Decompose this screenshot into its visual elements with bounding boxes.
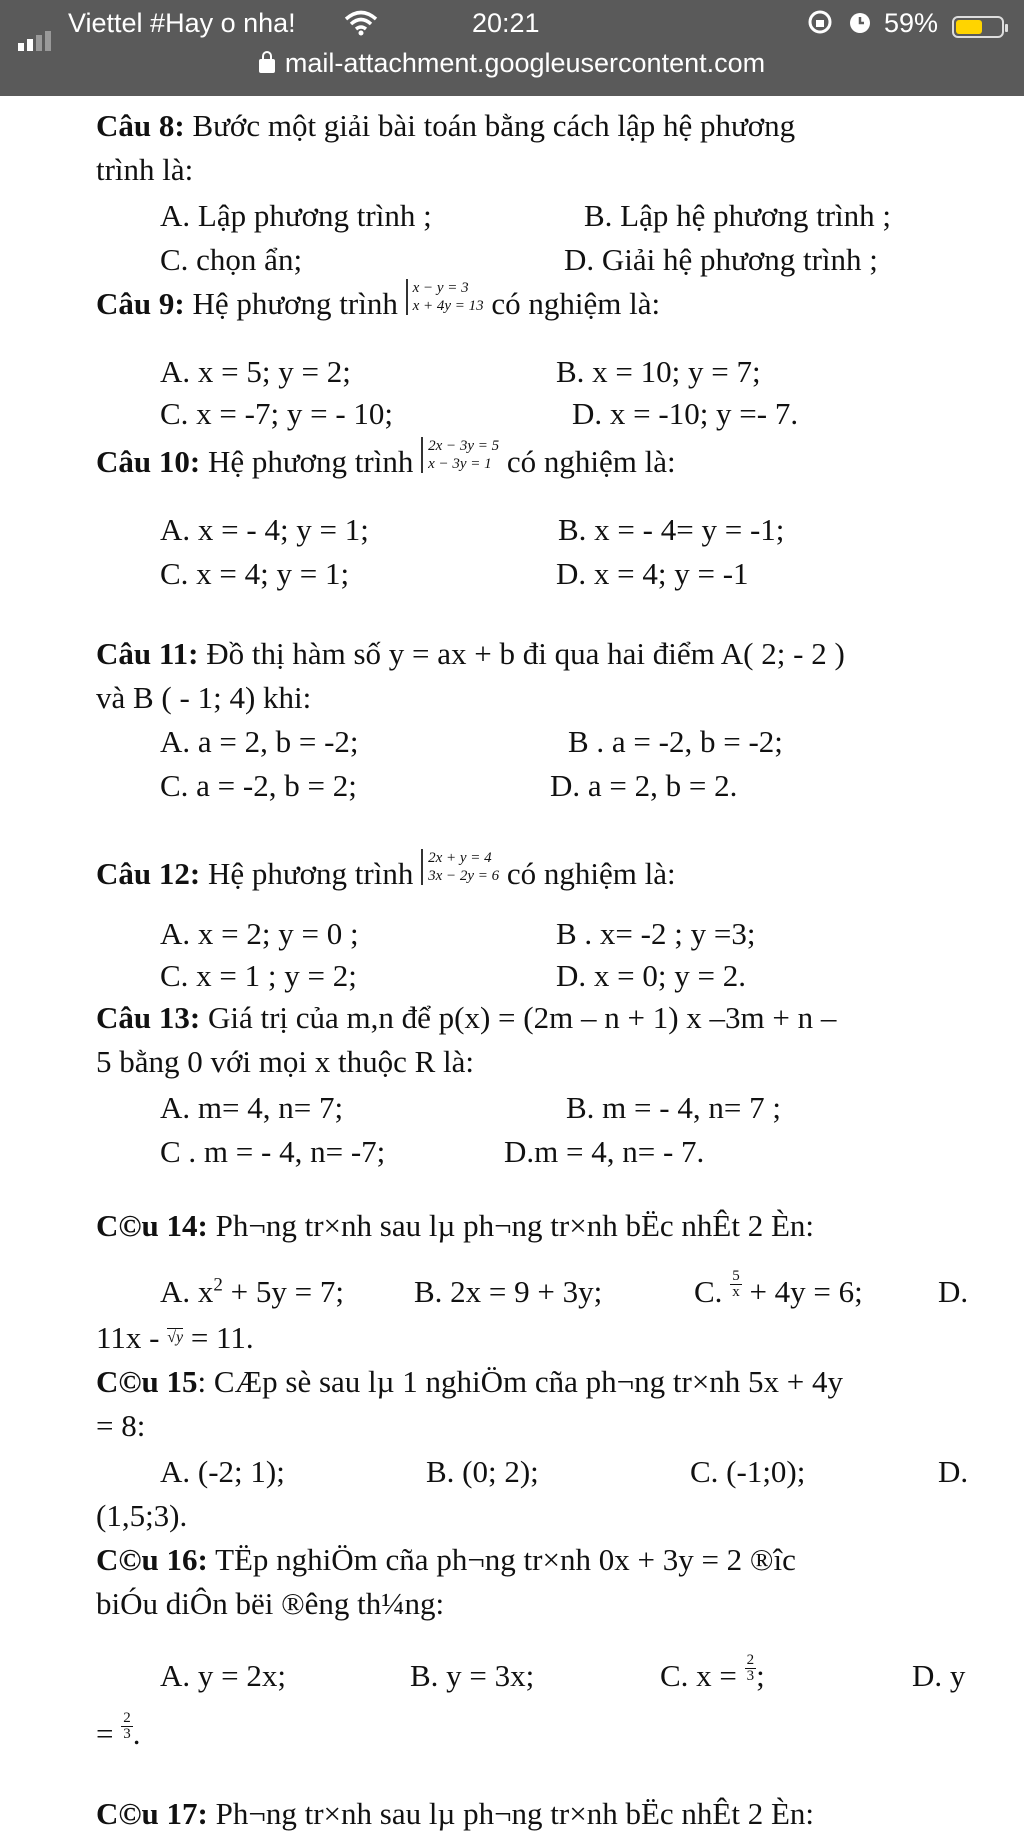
question-9: Câu 9: Hệ phương trình x − y = 3 x + 4y = 13 có nghiệm là: <box>96 279 661 321</box>
question-11: Câu 11: Đồ thị hàm số y = ax + b đi qua hai điểm A( 2; - 2 ) <box>96 636 845 671</box>
option-d: D. Giải hệ phương trình ; <box>564 242 878 277</box>
question-15: C©u 15: CÆp sè sau lµ 1 nghiÖm cña ph¬ng tr×nh 5x + 4y <box>96 1364 844 1399</box>
url-bar[interactable] <box>0 48 1024 79</box>
fraction: $\frac{2}{3}$ <box>746 1652 755 1685</box>
fraction: $\frac{5}{x}$ <box>732 1268 740 1301</box>
rotation-lock-icon <box>806 8 834 43</box>
option-a: A. Lập phương trình ; <box>160 198 432 233</box>
option-a: A. (-2; 1); <box>160 1454 285 1489</box>
option-d-continued: 11x - √y = 11. <box>96 1320 254 1355</box>
option-a: A. a = 2, b = -2; <box>160 724 359 759</box>
option-c: C. chọn ẩn; <box>160 242 303 277</box>
option-d: D. x = -10; y =- 7. <box>572 396 799 431</box>
lock-icon <box>259 59 275 73</box>
option-d: D. <box>938 1454 969 1489</box>
option-b: B. (0; 2); <box>426 1454 539 1489</box>
option-d: D. a = 2, b = 2. <box>550 768 738 803</box>
option-a: A. y = 2x; <box>160 1658 286 1693</box>
option-a: A. m= 4, n= 7; <box>160 1090 344 1125</box>
battery-icon <box>952 16 1004 38</box>
option-c: C. a = -2, b = 2; <box>160 768 357 803</box>
question-17: C©u 17: Ph¬ng tr×nh sau lµ ph¬ng tr×nh bËc nhÊt 2 Èn: <box>96 1796 815 1831</box>
wifi-icon <box>344 10 378 43</box>
signal-icon <box>18 20 54 51</box>
equation-system: 2x + y = 4 3x − 2y = 6 <box>421 849 499 885</box>
url-text: mail-attachment.googleusercontent.com <box>284 48 766 78</box>
option-c: C. x = $\frac{2}{3}$ ; <box>660 1652 765 1693</box>
option-d: D. x = 4; y = -1 <box>556 556 749 591</box>
question-8: Câu 8: Bước một giải bài toán bằng cách lập hệ phương <box>96 108 796 143</box>
option-a: A. $x^2 + 5y = 7$; <box>160 1274 344 1309</box>
option-b: B . a = -2, b = -2; <box>568 724 783 759</box>
option-b: B. x = 10; y = 7; <box>556 354 761 389</box>
option-a: A. x = 5; y = 2; <box>160 354 351 389</box>
question-10: Câu 10: Hệ phương trình 2x − 3y = 5 x − 3y = 1 có nghiệm là: <box>96 437 676 479</box>
question-13: Câu 13: Giá trị của m,n để p(x) = (2m – n + 1) x –3m + n – <box>96 1000 837 1035</box>
option-a: A. x = 2; y = 0 ; <box>160 916 359 951</box>
option-b: B . x= -2 ; y =3; <box>556 916 756 951</box>
option-b: B. Lập hệ phương trình ; <box>584 198 891 233</box>
battery-percentage: 59% <box>884 8 939 38</box>
option-b: B. y = 3x; <box>410 1658 535 1693</box>
clock: 20:21 <box>472 8 540 38</box>
fraction: $\frac{2}{3}$ <box>123 1710 131 1743</box>
carrier-name: Viettel #Hay o nha! <box>68 8 296 38</box>
option-d-continued: (1,5;3). <box>96 1498 188 1533</box>
option-a: A. x = - 4; y = 1; <box>160 512 369 547</box>
option-d: D. <box>938 1274 969 1309</box>
question-16: C©u 16: TËp nghiÖm cña ph¬ng tr×nh 0x + 3y = 2 ®îc <box>96 1542 796 1577</box>
question-12: Câu 12: Hệ phương trình 2x + y = 4 3x − 2y = 6 có nghiệm là: <box>96 849 676 891</box>
option-d-continued: = $\frac{2}{3}$ . <box>96 1710 141 1751</box>
document-page: Câu 8: Bước một giải bài toán bằng cách lập hệ phương trình là: A. Lập phương trình ; B. Lập hệ phương trình ; C. chọn ẩn; D. Giải hệ phương trình ; Câu 9: Hệ phương trình x − y = 3 x + 4y = 13 có nghiệm là: A. x = 5; y = 2; B. x = 10; y = 7; C. x = -7; y = - 10; D. x = -10; y =- 7. Câu 10: Hệ phương trình 2x − 3y = 5 x − 3y = 1 có nghiệm là: A. x = - 4; y = 1; B. x = - 4= y = -1; C. x = 4; y = 1; D. x = 4; y = -1 Câu 11: Đồ thị hàm số y = ax + b đi qua hai điểm A( 2; - 2 ) và B ( - 1; 4) khi: A. a = 2, b = -2; B . a = -2, b = -2; C. a = -2, b = 2; D. a = 2, b = 2. Câu 12: Hệ phương trình 2x + y = 4 3x − 2y = 6 có nghiệm là: A. x = 2; y = 0 ; B . x= -2 ; y =3; C. x = 1 ; y = 2; D. x = 0; y = 2. Câu 13: Giá trị của m,n để p(x) = (2m – n + 1) x –3m + n – 5 bằng 0 với mọi x thuộc R là: A. m= 4, n= 7; B. m = - 4, n= 7 ; C . m = - 4, n= -7; D.m = 4, n= - 7. C©u 14: Ph¬ng tr×nh sau lµ ph¬ng tr×nh bËc nhÊt 2 Èn: A. $x^2 + 5y = 7$; B. 2x = 9 + 3y; C. $\frac{5}{x}$ + 4y = 6; D. 11x - √y = 11. C©u 15: CÆp sè sau lµ 1 nghiÖm cña ph¬ng tr×nh 5x + 4y = 8: A. (-2; 1); B. (0; 2); C. (-1;0); D. (1,5;3). C©u 16: TËp nghiÖm cña ph¬ng tr×nh 0x + 3y = 2 ®îc biÓu diÔn bëi ®êng th¼ng: A. y = 2x; B. y = 3x; C. x = $\frac{2}{3}$ ; D. y = $\frac{2}{3}$ . C©u 17: Ph¬ng tr×nh sau lµ ph¬ng tr×nh bËc nhÊt 2 Èn: <box>96 108 969 1831</box>
option-c: C. x = 1 ; y = 2; <box>160 958 357 993</box>
option-b: B. x = - 4= y = -1; <box>558 512 785 547</box>
alarm-icon <box>846 8 874 43</box>
option-c: C. x = 4; y = 1; <box>160 556 350 591</box>
status-bar <box>0 0 1024 96</box>
equation-system: 2x − 3y = 5 x − 3y = 1 <box>421 437 499 473</box>
option-d: D. y <box>912 1658 966 1693</box>
option-c: C . m = - 4, n= -7; <box>160 1134 386 1169</box>
question-14: C©u 14: Ph¬ng tr×nh sau lµ ph¬ng tr×nh bËc nhÊt 2 Èn: <box>96 1208 815 1243</box>
option-b: B. m = - 4, n= 7 ; <box>566 1090 781 1125</box>
option-b: B. 2x = 9 + 3y; <box>414 1274 603 1309</box>
option-c: C. x = -7; y = - 10; <box>160 396 394 431</box>
option-d: D.m = 4, n= - 7. <box>504 1134 705 1169</box>
equation-system: x − y = 3 x + 4y = 13 <box>406 279 484 315</box>
option-d: D. x = 0; y = 2. <box>556 958 746 993</box>
option-c: C. $\frac{5}{x}$ + 4y = 6; <box>694 1268 863 1309</box>
option-c: C. (-1;0); <box>690 1454 806 1489</box>
square-root: √y <box>167 1329 184 1346</box>
